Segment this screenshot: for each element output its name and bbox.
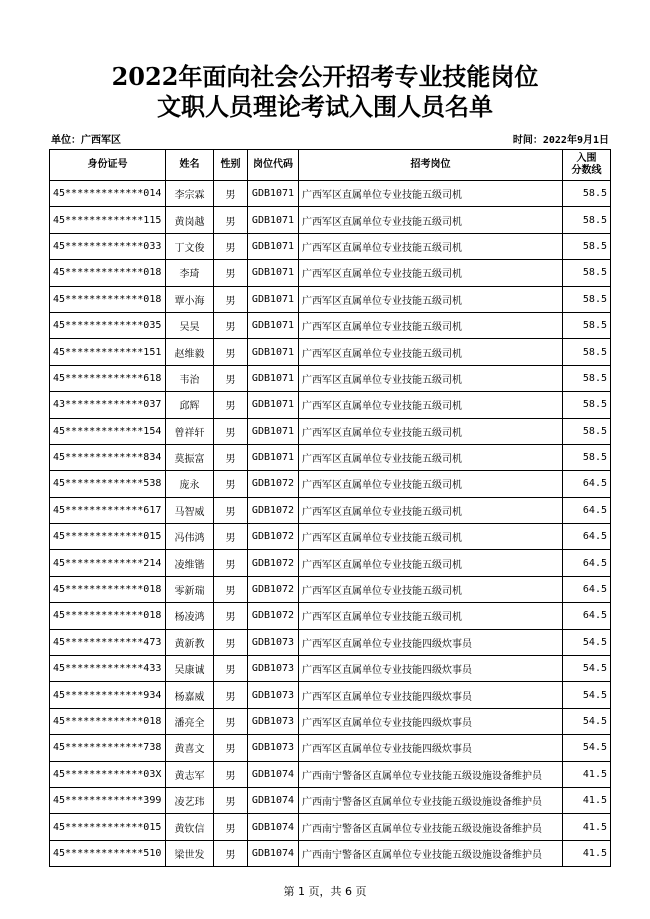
cell-id: 45*************03X xyxy=(50,761,166,787)
cell-gender: 男 xyxy=(214,761,248,787)
cell-score: 58.5 xyxy=(563,392,611,418)
cell-code: GDB1071 xyxy=(248,392,299,418)
cell-name: 丁文俊 xyxy=(166,233,214,259)
table-row xyxy=(50,286,611,312)
cell-gender: 男 xyxy=(214,392,248,418)
table-row xyxy=(50,365,611,391)
cell-code: GDB1072 xyxy=(248,471,299,497)
cell-name: 梁世发 xyxy=(166,840,214,866)
cell-name: 黄钦信 xyxy=(166,814,214,840)
table-row xyxy=(50,392,611,418)
cell-code: GDB1073 xyxy=(248,708,299,734)
cell-code: GDB1071 xyxy=(248,286,299,312)
cell-name: 李宗霖 xyxy=(166,181,214,207)
cell-gender: 男 xyxy=(214,233,248,259)
cell-position: 广西军区直属单位专业技能五级司机 xyxy=(299,233,563,259)
cell-score: 58.5 xyxy=(563,286,611,312)
cell-id: 45*************510 xyxy=(50,840,166,866)
cell-score: 54.5 xyxy=(563,708,611,734)
cell-code: GDB1071 xyxy=(248,181,299,207)
cell-gender: 男 xyxy=(214,656,248,682)
cell-position: 广西军区直属单位专业技能五级司机 xyxy=(299,286,563,312)
cell-code: GDB1073 xyxy=(248,656,299,682)
cell-score: 58.5 xyxy=(563,365,611,391)
table-row xyxy=(50,761,611,787)
cell-id: 45*************035 xyxy=(50,312,166,338)
cell-position: 广西南宁警备区直属单位专业技能五级设施设备维护员 xyxy=(299,787,563,813)
unit-label: 单位：广西军区 xyxy=(51,135,121,146)
table-row xyxy=(50,656,611,682)
cell-name: 莫振富 xyxy=(166,444,214,470)
cell-code: GDB1071 xyxy=(248,233,299,259)
cell-position: 广西军区直属单位专业技能五级司机 xyxy=(299,339,563,365)
cell-gender: 男 xyxy=(214,708,248,734)
cell-position: 广西军区直属单位专业技能五级司机 xyxy=(299,550,563,576)
cell-position: 广西军区直属单位专业技能五级司机 xyxy=(299,418,563,444)
table-row xyxy=(50,312,611,338)
cell-name: 曾祥轩 xyxy=(166,418,214,444)
cell-name: 凌维锴 xyxy=(166,550,214,576)
cell-name: 黄喜文 xyxy=(166,735,214,761)
cell-name: 庞永 xyxy=(166,471,214,497)
document-title-line2: 文职人员理论考试入围人员名单 xyxy=(157,92,493,121)
header-gender: 性别 xyxy=(214,150,248,181)
cell-name: 黄新教 xyxy=(166,629,214,655)
cell-gender: 男 xyxy=(214,629,248,655)
cell-position: 广西军区直属单位专业技能四级炊事员 xyxy=(299,629,563,655)
cell-code: GDB1071 xyxy=(248,339,299,365)
candidate-table xyxy=(49,149,611,867)
cell-gender: 男 xyxy=(214,365,248,391)
cell-id: 45*************538 xyxy=(50,471,166,497)
cell-gender: 男 xyxy=(214,576,248,602)
cell-name: 李琦 xyxy=(166,260,214,286)
cell-position: 广西军区直属单位专业技能五级司机 xyxy=(299,497,563,523)
cell-name: 吴昊 xyxy=(166,312,214,338)
cell-code: GDB1072 xyxy=(248,603,299,629)
cell-score: 58.5 xyxy=(563,207,611,233)
cell-gender: 男 xyxy=(214,524,248,550)
cell-name: 零新瑞 xyxy=(166,576,214,602)
cell-id: 45*************214 xyxy=(50,550,166,576)
header-score-line2: 分数线 xyxy=(571,165,602,176)
cell-id: 45*************018 xyxy=(50,286,166,312)
table-row xyxy=(50,603,611,629)
header-id: 身份证号 xyxy=(50,150,166,181)
table-header-row xyxy=(50,150,611,181)
cell-id: 45*************015 xyxy=(50,524,166,550)
date-label: 时间：2022年9月1日 xyxy=(512,135,609,146)
cell-id: 45*************018 xyxy=(50,603,166,629)
cell-score: 64.5 xyxy=(563,576,611,602)
cell-id: 45*************618 xyxy=(50,365,166,391)
table-row xyxy=(50,682,611,708)
cell-gender: 男 xyxy=(214,735,248,761)
cell-score: 64.5 xyxy=(563,471,611,497)
table-row xyxy=(50,814,611,840)
cell-name: 潘亮全 xyxy=(166,708,214,734)
cell-gender: 男 xyxy=(214,339,248,365)
cell-gender: 男 xyxy=(214,682,248,708)
header-code: 岗位代码 xyxy=(248,150,299,181)
cell-id: 45*************834 xyxy=(50,444,166,470)
cell-score: 58.5 xyxy=(563,339,611,365)
cell-id: 45*************934 xyxy=(50,682,166,708)
cell-code: GDB1074 xyxy=(248,787,299,813)
page-footer: 第 1 页，共 6 页 xyxy=(283,885,367,898)
cell-id: 45*************151 xyxy=(50,339,166,365)
table-row xyxy=(50,629,611,655)
table-row xyxy=(50,233,611,259)
cell-position: 广西南宁警备区直属单位专业技能五级设施设备维护员 xyxy=(299,761,563,787)
cell-code: GDB1071 xyxy=(248,207,299,233)
cell-position: 广西军区直属单位专业技能四级炊事员 xyxy=(299,656,563,682)
cell-position: 广西军区直属单位专业技能五级司机 xyxy=(299,181,563,207)
cell-score: 58.5 xyxy=(563,418,611,444)
cell-score: 64.5 xyxy=(563,603,611,629)
cell-position: 广西军区直属单位专业技能五级司机 xyxy=(299,392,563,418)
cell-gender: 男 xyxy=(214,814,248,840)
cell-gender: 男 xyxy=(214,181,248,207)
cell-score: 41.5 xyxy=(563,814,611,840)
cell-code: GDB1072 xyxy=(248,550,299,576)
cell-position: 广西军区直属单位专业技能四级炊事员 xyxy=(299,682,563,708)
cell-gender: 男 xyxy=(214,207,248,233)
cell-position: 广西军区直属单位专业技能四级炊事员 xyxy=(299,735,563,761)
cell-name: 马智威 xyxy=(166,497,214,523)
cell-id: 45*************018 xyxy=(50,260,166,286)
table-body xyxy=(50,181,611,867)
cell-name: 邱辉 xyxy=(166,392,214,418)
cell-score: 54.5 xyxy=(563,682,611,708)
table-row xyxy=(50,260,611,286)
cell-position: 广西军区直属单位专业技能五级司机 xyxy=(299,312,563,338)
cell-gender: 男 xyxy=(214,418,248,444)
cell-name: 吴康诚 xyxy=(166,656,214,682)
table-row xyxy=(50,576,611,602)
cell-gender: 男 xyxy=(214,497,248,523)
cell-code: GDB1071 xyxy=(248,365,299,391)
cell-name: 黄志军 xyxy=(166,761,214,787)
cell-gender: 男 xyxy=(214,444,248,470)
header-score-line1: 入围 xyxy=(576,153,597,164)
cell-gender: 男 xyxy=(214,550,248,576)
table-row xyxy=(50,181,611,207)
cell-name: 凌艺玮 xyxy=(166,787,214,813)
cell-code: GDB1071 xyxy=(248,444,299,470)
table-row xyxy=(50,840,611,866)
cell-code: GDB1073 xyxy=(248,629,299,655)
cell-score: 41.5 xyxy=(563,761,611,787)
cell-gender: 男 xyxy=(214,603,248,629)
cell-name: 杨凌鸿 xyxy=(166,603,214,629)
header-position: 招考岗位 xyxy=(299,150,563,181)
cell-code: GDB1074 xyxy=(248,814,299,840)
cell-id: 45*************018 xyxy=(50,576,166,602)
cell-code: GDB1071 xyxy=(248,418,299,444)
cell-id: 45*************473 xyxy=(50,629,166,655)
cell-position: 广西军区直属单位专业技能五级司机 xyxy=(299,207,563,233)
cell-code: GDB1071 xyxy=(248,312,299,338)
cell-code: GDB1074 xyxy=(248,761,299,787)
cell-code: GDB1072 xyxy=(248,497,299,523)
cell-id: 43*************037 xyxy=(50,392,166,418)
cell-score: 58.5 xyxy=(563,233,611,259)
cell-position: 广西军区直属单位专业技能五级司机 xyxy=(299,471,563,497)
cell-id: 45*************738 xyxy=(50,735,166,761)
cell-score: 58.5 xyxy=(563,312,611,338)
cell-score: 58.5 xyxy=(563,181,611,207)
cell-position: 广西军区直属单位专业技能五级司机 xyxy=(299,444,563,470)
header-name: 姓名 xyxy=(166,150,214,181)
cell-code: GDB1071 xyxy=(248,260,299,286)
table-row xyxy=(50,550,611,576)
cell-name: 杨嘉威 xyxy=(166,682,214,708)
table-row xyxy=(50,708,611,734)
cell-name: 黄岗越 xyxy=(166,207,214,233)
cell-score: 54.5 xyxy=(563,629,611,655)
table-row xyxy=(50,787,611,813)
cell-id: 45*************018 xyxy=(50,708,166,734)
cell-name: 韦治 xyxy=(166,365,214,391)
cell-id: 45*************015 xyxy=(50,814,166,840)
cell-position: 广西军区直属单位专业技能五级司机 xyxy=(299,603,563,629)
document-title-line1: 2022年面向社会公开招考专业技能岗位 xyxy=(111,62,539,91)
header-score xyxy=(563,150,611,181)
cell-position: 广西军区直属单位专业技能五级司机 xyxy=(299,524,563,550)
cell-id: 45*************115 xyxy=(50,207,166,233)
cell-position: 广西南宁警备区直属单位专业技能五级设施设备维护员 xyxy=(299,840,563,866)
cell-name: 覃小海 xyxy=(166,286,214,312)
table-row xyxy=(50,471,611,497)
cell-id: 45*************433 xyxy=(50,656,166,682)
table-row xyxy=(50,418,611,444)
table-row xyxy=(50,524,611,550)
cell-code: GDB1072 xyxy=(248,576,299,602)
cell-score: 58.5 xyxy=(563,260,611,286)
cell-id: 45*************014 xyxy=(50,181,166,207)
cell-code: GDB1072 xyxy=(248,524,299,550)
cell-id: 45*************033 xyxy=(50,233,166,259)
cell-id: 45*************154 xyxy=(50,418,166,444)
cell-score: 64.5 xyxy=(563,524,611,550)
cell-code: GDB1073 xyxy=(248,682,299,708)
cell-code: GDB1073 xyxy=(248,735,299,761)
cell-gender: 男 xyxy=(214,286,248,312)
table-row xyxy=(50,444,611,470)
cell-score: 54.5 xyxy=(563,735,611,761)
cell-id: 45*************399 xyxy=(50,787,166,813)
cell-position: 广西军区直属单位专业技能五级司机 xyxy=(299,365,563,391)
cell-name: 赵维毅 xyxy=(166,339,214,365)
cell-gender: 男 xyxy=(214,787,248,813)
cell-gender: 男 xyxy=(214,840,248,866)
cell-score: 58.5 xyxy=(563,444,611,470)
table-row xyxy=(50,735,611,761)
cell-gender: 男 xyxy=(214,260,248,286)
cell-score: 64.5 xyxy=(563,550,611,576)
cell-position: 广西南宁警备区直属单位专业技能五级设施设备维护员 xyxy=(299,814,563,840)
cell-gender: 男 xyxy=(214,471,248,497)
cell-gender: 男 xyxy=(214,312,248,338)
cell-score: 41.5 xyxy=(563,787,611,813)
cell-score: 41.5 xyxy=(563,840,611,866)
table-row xyxy=(50,339,611,365)
cell-code: GDB1074 xyxy=(248,840,299,866)
table-row xyxy=(50,207,611,233)
table-row xyxy=(50,497,611,523)
cell-position: 广西军区直属单位专业技能五级司机 xyxy=(299,260,563,286)
cell-position: 广西军区直属单位专业技能五级司机 xyxy=(299,576,563,602)
cell-score: 54.5 xyxy=(563,656,611,682)
cell-score: 64.5 xyxy=(563,497,611,523)
cell-position: 广西军区直属单位专业技能四级炊事员 xyxy=(299,708,563,734)
cell-id: 45*************617 xyxy=(50,497,166,523)
cell-name: 冯伟鸿 xyxy=(166,524,214,550)
